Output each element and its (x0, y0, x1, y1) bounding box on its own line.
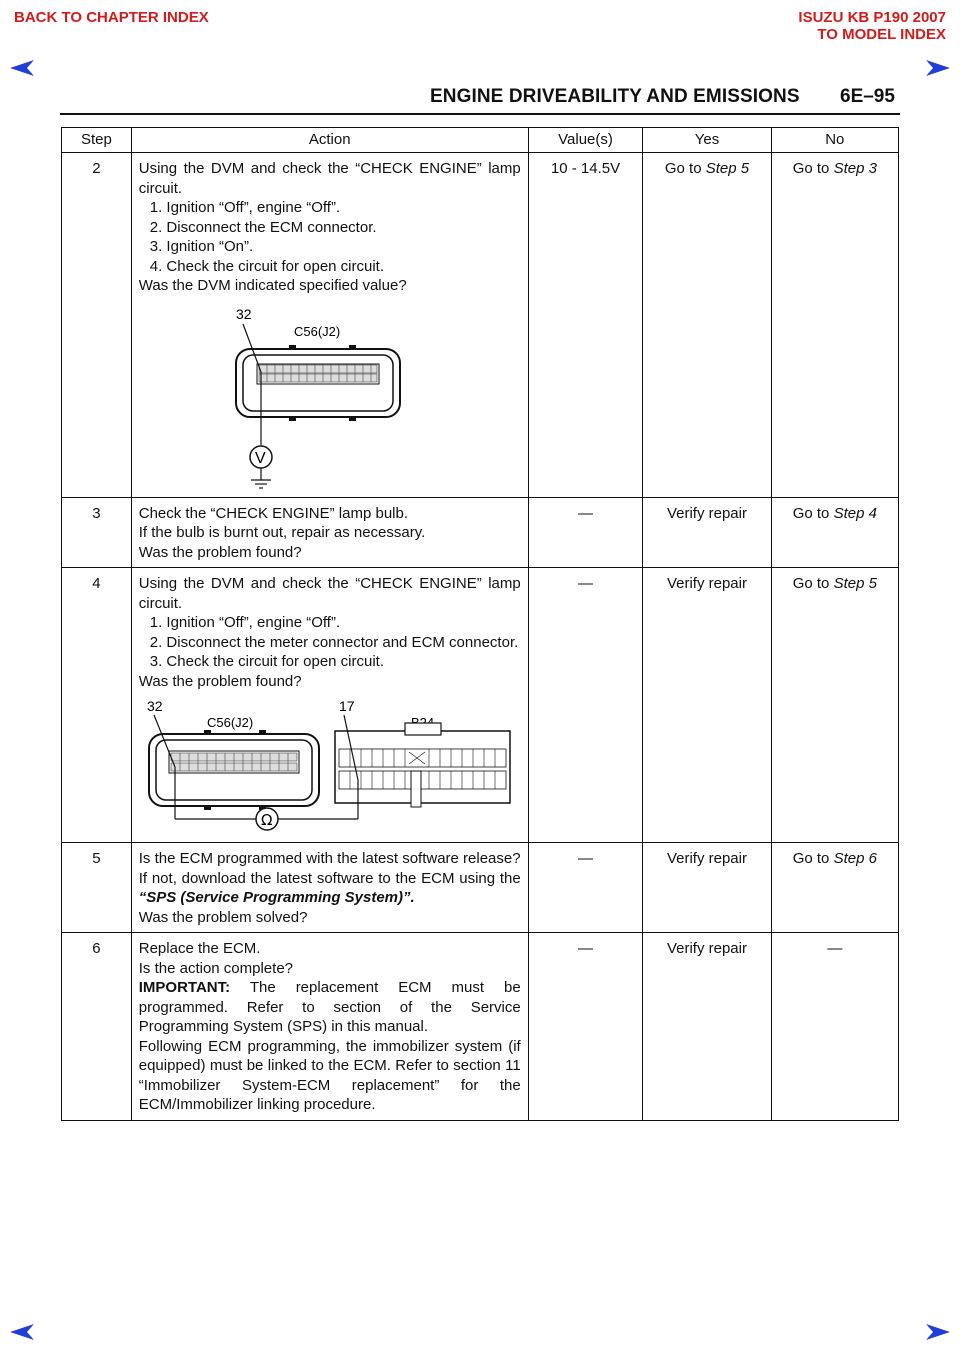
no-cell: Go to Step 4 (771, 497, 898, 568)
yes-step-ref: Step 5 (705, 160, 750, 177)
yes-cell: Go to Step 5 (643, 153, 771, 498)
step-number: 3 (62, 497, 132, 568)
no-step-ref: Step 6 (833, 850, 877, 867)
step-number: 4 (62, 568, 132, 843)
next-page-bottom-arrow-icon[interactable] (924, 1322, 952, 1342)
action-line: Is the ECM programmed with the latest software release? (138, 850, 521, 867)
ground-icon (251, 480, 271, 488)
header-no: No (771, 128, 898, 153)
action-cell (131, 933, 528, 1121)
step-number: 2 (62, 153, 132, 498)
value-cell: — (528, 843, 643, 933)
model-index-link[interactable] (798, 9, 946, 43)
action-item: 1. Ignition “Off”, engine “Off”. (149, 199, 341, 216)
value-cell: — (528, 568, 643, 843)
no-cell: Go to Step 5 (771, 568, 898, 843)
sps-reference: “SPS (Service Programming System)”. (138, 889, 415, 906)
action-question: Was the DVM indicated specified value? (138, 277, 407, 294)
to-model-index-label: TO MODEL INDEX (817, 26, 946, 43)
back-to-chapter-index-link[interactable]: BACK TO CHAPTER INDEX (14, 9, 209, 26)
header-value: Value(s) (528, 128, 643, 153)
table-header-row (62, 128, 899, 153)
header-step: Step (62, 128, 132, 153)
table-row-step-4 (62, 568, 899, 843)
model-name: ISUZU KB P190 2007 (798, 9, 946, 26)
ecm-connector-voltage-diagram (139, 302, 499, 492)
value-cell: 10 - 14.5V (528, 153, 643, 498)
action-line: Is the action complete? (138, 959, 294, 977)
yes-cell: Verify repair (643, 933, 771, 1121)
next-page-arrow-icon[interactable] (924, 58, 952, 78)
table-row-step-6 (62, 933, 899, 1121)
action-item: 4. Check the circuit for open circuit. (149, 257, 385, 275)
important-label: IMPORTANT: (138, 979, 231, 996)
action-line: If the bulb is burnt out, repair as necessary. (138, 524, 426, 541)
action-cell (131, 497, 528, 568)
action-cell (131, 568, 528, 843)
action-line: If not, download the latest software to the ECM using the “SPS (Service Programming System)”. (138, 869, 521, 906)
step-number: 5 (62, 843, 132, 933)
action-intro: Using the DVM and check the “CHECK ENGINE” lamp circuit. (138, 575, 521, 612)
yes-cell: Verify repair (643, 568, 771, 843)
page-title: ENGINE DRIVEABILITY AND EMISSIONS (430, 86, 800, 107)
yes-cell: Verify repair (643, 497, 771, 568)
no-step-ref: Step 3 (833, 160, 877, 177)
action-cell (131, 153, 528, 498)
ohmmeter-symbol: Ω (260, 811, 273, 829)
action-cell (131, 843, 528, 933)
action-question: Was the problem found? (138, 672, 302, 690)
table-row-step-2 (62, 153, 899, 498)
header-rule (60, 113, 900, 115)
action-question: Was the problem found? (138, 543, 302, 561)
step-number: 6 (62, 933, 132, 1121)
table-row-step-5 (62, 843, 899, 933)
connector-c56-label: C56(J2) (206, 715, 253, 730)
action-item: 1. Ignition “Off”, engine “Off”. (149, 614, 341, 631)
value-cell: — (528, 933, 643, 1121)
pin-17-label: 17 (338, 698, 355, 714)
connector-c56-label: C56(J2) (293, 323, 340, 339)
pin-32-label: 32 (146, 698, 163, 714)
no-step-ref: Step 4 (833, 504, 877, 522)
important-note: IMPORTANT: The replacement ECM must be programmed. Refer to section of the Service Programming System (SPS) in this manual. (138, 979, 521, 1035)
previous-page-bottom-arrow-icon[interactable] (8, 1322, 36, 1342)
no-cell: Go to Step 6 (771, 843, 898, 933)
action-item: 2. Disconnect the ECM connector. (149, 218, 377, 236)
immobilizer-note: Following ECM programming, the immobilizer system (if equipped) must be linked to the ECM. Refer to section 11 “Immobilizer System-ECM replacement” for the ECM/Immobilizer linking procedure. (138, 1037, 521, 1113)
yes-cell: Verify repair (643, 843, 771, 933)
no-cell: — (771, 933, 898, 1121)
voltmeter-symbol: V (254, 449, 266, 467)
ecm-meter-connector-resistance-diagram (139, 697, 519, 837)
action-question: Was the problem solved? (138, 908, 308, 926)
diagnostic-table (61, 127, 899, 1121)
pin-32-label: 32 (235, 305, 252, 322)
header-action: Action (131, 128, 528, 153)
table-row-step-3 (62, 497, 899, 568)
no-step-ref: Step 5 (833, 575, 877, 592)
no-cell: Go to Step 3 (771, 153, 898, 498)
action-item: 3. Check the circuit for open circuit. (149, 653, 385, 670)
action-item: 3. Ignition “On”. (149, 238, 254, 255)
action-line: Replace the ECM. (138, 940, 261, 957)
action-item: 2. Disconnect the meter connector and ECM connector. (149, 633, 519, 651)
action-intro: Using the DVM and check the “CHECK ENGINE” lamp circuit. (138, 160, 521, 197)
header-yes: Yes (643, 128, 771, 153)
page-number: 6E–95 (840, 86, 895, 107)
previous-page-arrow-icon[interactable] (8, 58, 36, 78)
action-line: Check the “CHECK ENGINE” lamp bulb. (138, 504, 409, 522)
value-cell: — (528, 497, 643, 568)
